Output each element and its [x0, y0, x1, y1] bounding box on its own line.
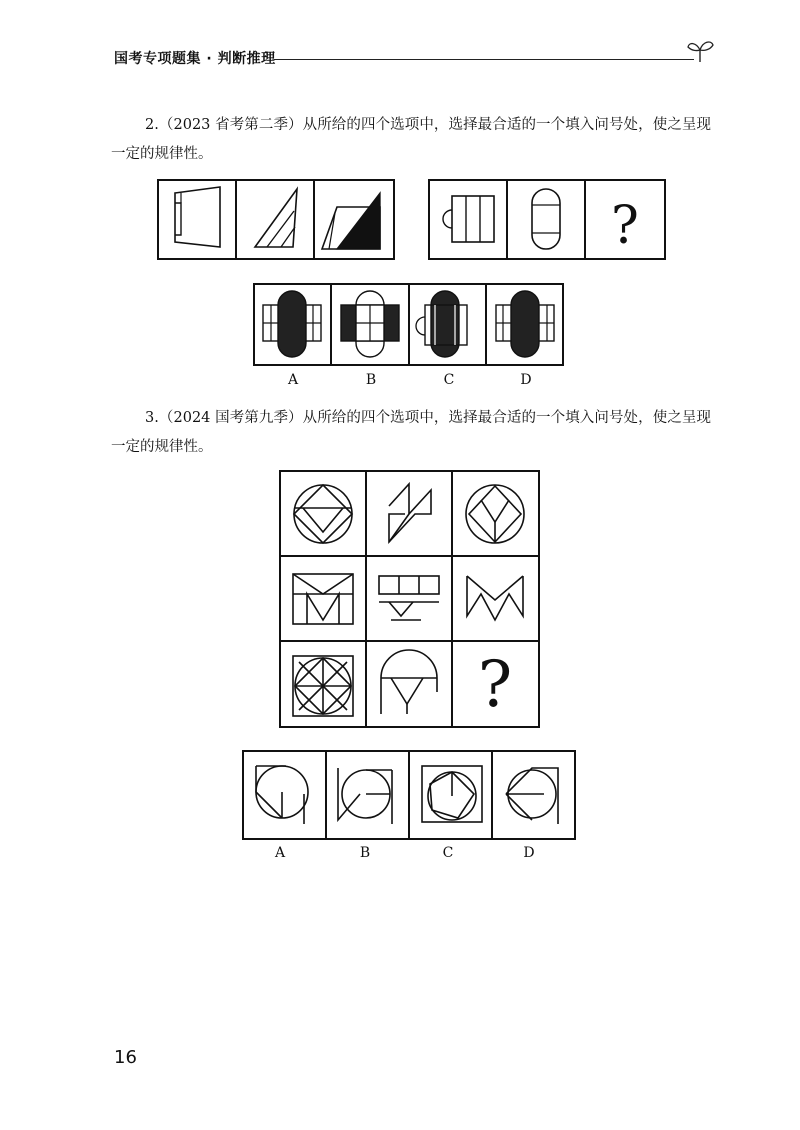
sprout-icon	[686, 38, 716, 64]
q2-option-d-label: D	[520, 372, 532, 388]
q3-figure-r2c1	[293, 574, 353, 624]
q3-figure-r1c3	[466, 485, 524, 543]
q2-option-d-figure	[496, 291, 554, 357]
q3-figure-r2c3	[467, 576, 523, 620]
q3-option-b-figure	[338, 768, 392, 824]
q3-option-c-figure	[422, 766, 482, 822]
question-3-options	[242, 750, 576, 840]
page-number: 16	[114, 1047, 137, 1068]
q2-figure-5	[532, 189, 560, 249]
q2-figure-2	[255, 189, 297, 247]
q3-option-d-figure	[506, 768, 558, 824]
q3-option-a-label: A	[274, 845, 286, 861]
q3-option-d-label: D	[523, 845, 535, 861]
q3-figure-r2c2	[379, 576, 439, 620]
running-header-title: 国考专项题集 · 判断推理	[114, 51, 276, 67]
q3-figure-r1c1	[294, 485, 352, 543]
question-2-options	[253, 283, 564, 366]
q3-question-mark: ?	[477, 648, 513, 722]
q2-option-a-figure	[263, 291, 321, 357]
q3-figure-r3c2	[381, 650, 437, 714]
q2-option-c-figure	[416, 291, 467, 357]
q2-question-mark: ?	[611, 196, 639, 256]
question-3-grid	[279, 470, 540, 728]
question-2-sequence-left	[157, 179, 395, 260]
q3-figure-r3c1	[293, 656, 353, 716]
q2-option-a-label: A	[287, 372, 299, 388]
question-3-text: 3.（2024 国考第九季）从所给的四个选项中，选择最合适的一个填入问号处，使之呈现一定的规律性。	[111, 410, 711, 455]
q3-figure-r1c2	[389, 484, 431, 542]
question-2-sequence-right	[428, 179, 666, 260]
q2-figure-3	[322, 193, 380, 249]
q2-figure-4	[443, 196, 494, 242]
q2-option-b-label: B	[365, 372, 377, 388]
q2-option-c-label: C	[443, 372, 455, 388]
q3-option-b-label: B	[359, 845, 371, 861]
header-rule	[274, 59, 694, 60]
q2-option-b-figure	[341, 291, 399, 357]
q3-option-c-label: C	[442, 845, 454, 861]
q2-figure-1	[175, 187, 220, 247]
question-2-text: 2.（2023 省考第二季）从所给的四个选项中，选择最合适的一个填入问号处，使之呈现一定的规律性。	[111, 117, 711, 162]
q3-option-a-figure	[256, 766, 308, 824]
